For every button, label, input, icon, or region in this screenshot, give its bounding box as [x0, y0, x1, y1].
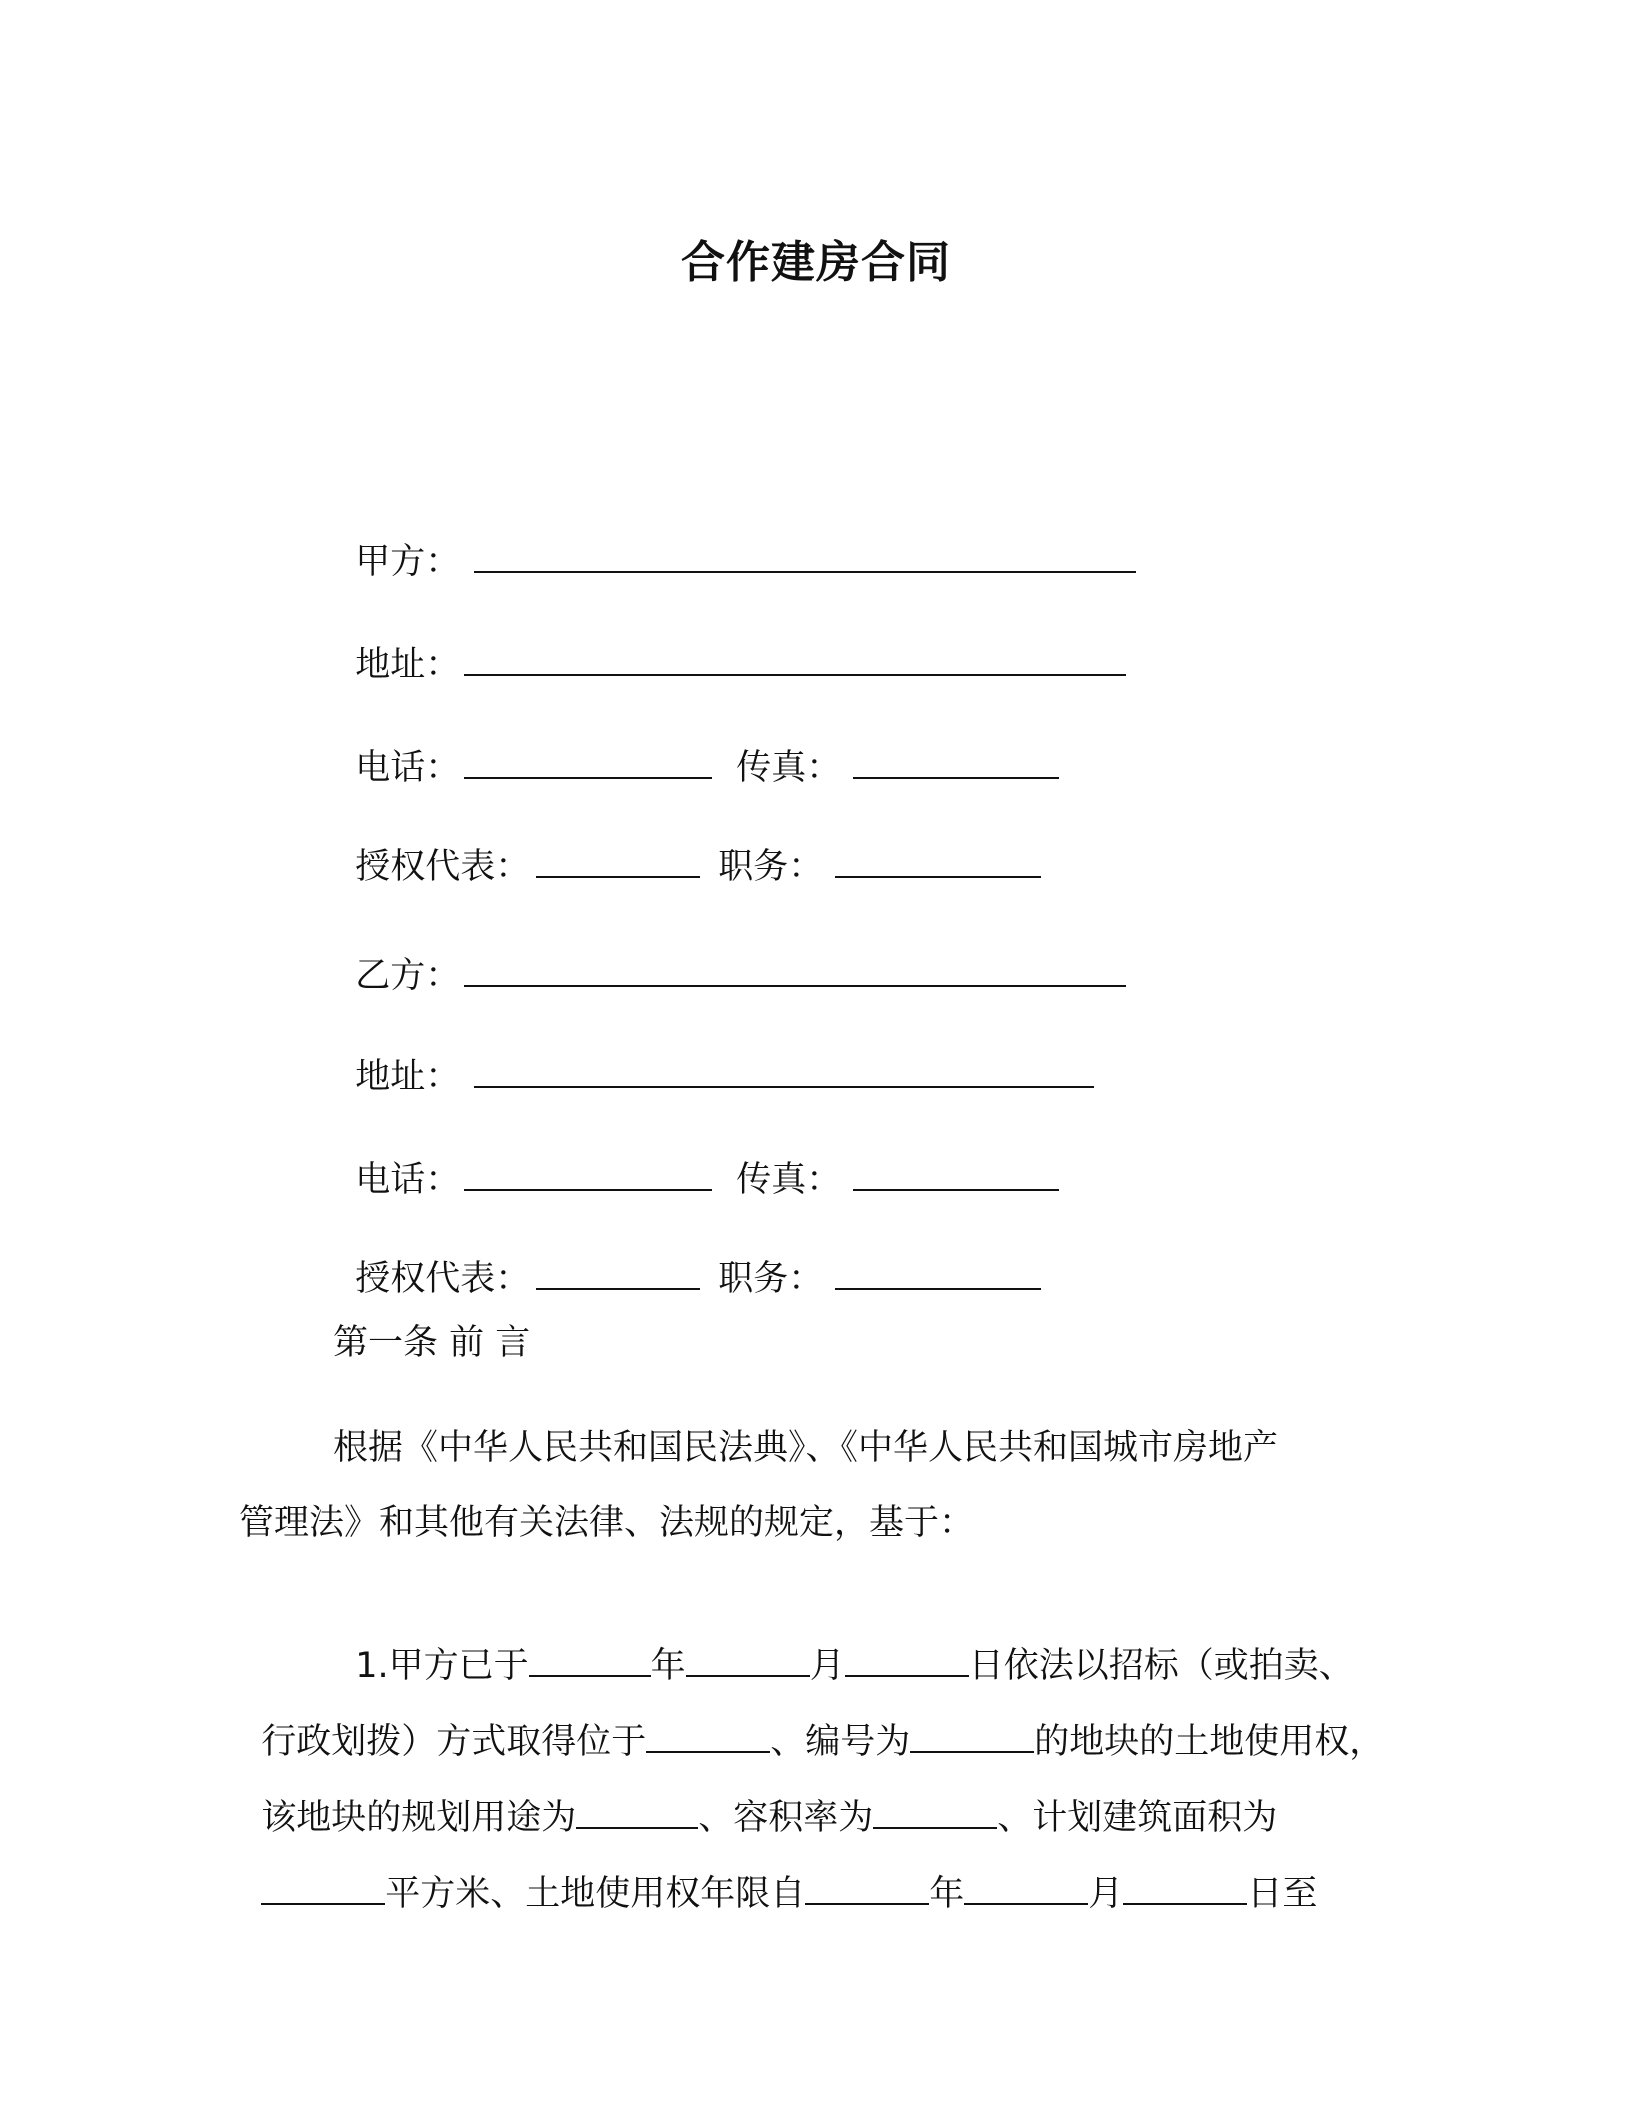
party-b-address-blank[interactable]	[474, 1056, 1094, 1088]
party-b-fax-blank[interactable]	[853, 1159, 1059, 1191]
party-b-rep-row	[333, 1223, 1041, 1297]
item-1-line-2-suffix: 的地块的土地使用权，	[1034, 1722, 1385, 1762]
item-1-term-year-blank[interactable]	[805, 1873, 929, 1905]
item-1-line-2	[239, 1686, 1384, 1760]
item-1-year-label: 年	[650, 1646, 686, 1686]
item-1-month-blank[interactable]	[686, 1645, 810, 1677]
item-1-line-4-year: 年	[929, 1874, 965, 1914]
article-1-heading: 第一条 前 言	[333, 1323, 531, 1363]
party-a-rep-row	[333, 811, 1041, 885]
party-b-rep-blank[interactable]	[536, 1258, 700, 1290]
item-1-term-day-blank[interactable]	[1123, 1873, 1247, 1905]
item-1-month-label: 月	[809, 1646, 845, 1686]
party-b-position-blank[interactable]	[835, 1258, 1041, 1290]
party-a-name-label: 甲方：	[355, 542, 461, 582]
party-a-position-blank[interactable]	[835, 846, 1041, 878]
item-1-line-3-prefix: 该地块的规划用途为	[261, 1798, 577, 1838]
item-1-prefix: 1.甲方已于	[355, 1646, 529, 1686]
party-a-rep-label: 授权代表：	[355, 847, 531, 887]
party-a-phone-row	[333, 712, 1059, 786]
party-a-name-row	[333, 506, 1136, 580]
party-a-fax-blank[interactable]	[853, 747, 1059, 779]
party-b-phone-label: 电话：	[355, 1160, 461, 1200]
party-a-position-label: 职务：	[718, 847, 824, 887]
item-1-ratio-blank[interactable]	[873, 1797, 997, 1829]
item-1-line-3-suffix: 、计划建筑面积为	[997, 1798, 1278, 1838]
item-1-line-4-month: 月	[1088, 1874, 1124, 1914]
party-b-address-row	[333, 1021, 1094, 1095]
party-a-fax-label: 传真：	[736, 748, 842, 788]
item-1-line-3	[239, 1762, 1277, 1836]
item-1-area-blank[interactable]	[261, 1873, 385, 1905]
party-a-phone-blank[interactable]	[464, 747, 712, 779]
party-a-address-row	[333, 609, 1126, 683]
party-b-name-label: 乙方：	[355, 956, 461, 996]
party-a-address-label: 地址：	[355, 645, 461, 685]
item-1-term-month-blank[interactable]	[964, 1873, 1088, 1905]
item-1-number-blank[interactable]	[910, 1721, 1034, 1753]
item-1-line-3-mid: 、容积率为	[698, 1798, 874, 1838]
party-a-rep-blank[interactable]	[536, 846, 700, 878]
item-1-line-2-mid: 、编号为	[770, 1722, 911, 1762]
party-b-fax-label: 传真：	[736, 1160, 842, 1200]
party-b-name-blank[interactable]	[464, 955, 1126, 987]
item-1-line-1-suffix: 日依法以招标（或拍卖、	[968, 1646, 1354, 1686]
item-1-line-4-prefix: 平方米、土地使用权年限自	[385, 1874, 806, 1914]
item-1-line-1	[333, 1610, 1354, 1684]
party-b-phone-row	[333, 1124, 1059, 1198]
party-b-phone-blank[interactable]	[464, 1159, 712, 1191]
item-1-day-blank[interactable]	[845, 1645, 969, 1677]
item-1-use-blank[interactable]	[576, 1797, 698, 1829]
party-a-name-blank[interactable]	[474, 541, 1136, 573]
party-b-address-label: 地址：	[355, 1057, 461, 1097]
item-1-year-blank[interactable]	[529, 1645, 651, 1677]
item-1-line-2-prefix: 行政划拨）方式取得位于	[261, 1722, 647, 1762]
item-1-location-blank[interactable]	[646, 1721, 770, 1753]
article-1-para-line-1: 根据《中华人民共和国民法典》、《中华人民共和国城市房地产	[333, 1428, 1279, 1468]
party-a-phone-label: 电话：	[355, 748, 461, 788]
party-b-name-row	[333, 920, 1126, 994]
party-a-address-blank[interactable]	[464, 644, 1126, 676]
document-title: 合作建房合同	[681, 237, 951, 288]
article-1-para-line-2: 管理法》和其他有关法律、法规的规定，基于：	[239, 1503, 975, 1543]
party-b-rep-label: 授权代表：	[355, 1259, 531, 1299]
item-1-line-4-suffix: 日至	[1247, 1874, 1318, 1914]
party-b-position-label: 职务：	[718, 1259, 824, 1299]
item-1-line-4	[239, 1838, 1317, 1912]
